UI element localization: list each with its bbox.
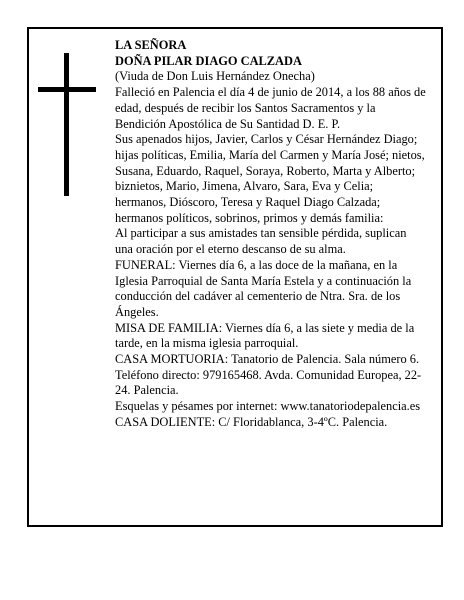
family-mass-info: MISA DE FAMILIA: Viernes día 6, a las siete y media de la tarde, en la misma iglesia parroquial. [115, 320, 415, 351]
deceased-name: DOÑA PILAR DIAGO CALZADA [115, 53, 302, 68]
death-announcement: Falleció en Palencia el día 4 de junio de 2014, a los 88 años de edad, después de recibir los Santos Sacramentos y la Bendición Apostólica de Su Santidad D. E. P. [115, 85, 426, 131]
cross-icon-crossbar [38, 87, 96, 92]
prayer-request: Al participar a sus amistades tan sensible pérdida, suplican una oración por el eterno descanso de su alma. [115, 226, 407, 257]
obituary-text [115, 38, 427, 431]
cross-icon [64, 53, 69, 196]
funeral-info: FUNERAL: Viernes día 6, a las doce de la mañana, en la Iglesia Parroquial de Santa María Estela y a continuación la conducción del cadáver al cementerio de Ntra. Sra. de los Ángeles. [115, 257, 412, 319]
deceased-subtitle: (Viuda de Don Luis Hernández Onecha) [115, 69, 315, 84]
deceased-title: LA SEÑORA [115, 38, 187, 52]
mourning-house-info: CASA DOLIENTE: C/ Floridablanca, 3-4ºC. Palencia. [115, 414, 388, 429]
online-condolences: Esquelas y pésames por internet: www.tanatoriodepalencia.es [115, 399, 421, 414]
mortuary-info: CASA MORTUORIA: Tanatorio de Palencia. Sala número 6. Teléfono directo: 979165468. Avda. Comunidad Europea, 22-24. Palencia. [115, 352, 422, 398]
family-list: Sus apenados hijos, Javier, Carlos y César Hernández Diago; hijas políticas, Emilia, María del Carmen y María José; nietos, Susana, Eduardo, Raquel, Soraya, Roberto, Marta y Alberto; biznietos, Mario, Jimena, Alvaro, Sara, Eva y Celia; hermanos, Dióscoro, Teresa y Raquel Diago Calzada; hermanos políticos, sobrinos, primos y demás familia: [115, 132, 425, 225]
